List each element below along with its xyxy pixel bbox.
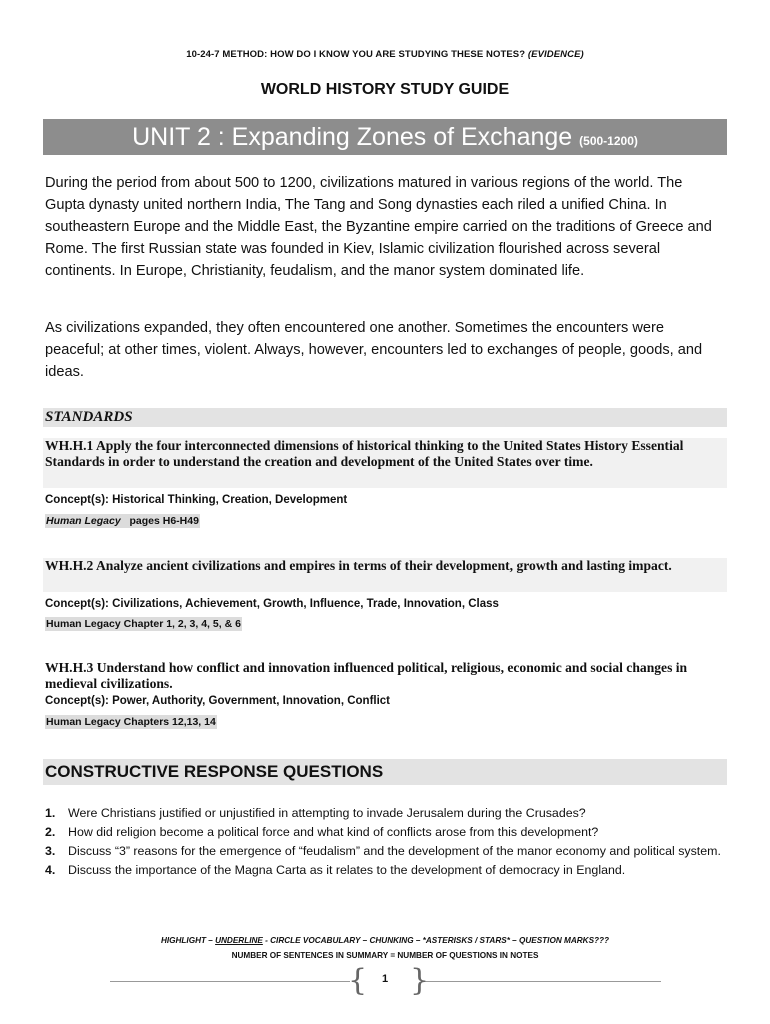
- page-number: 1: [381, 973, 389, 985]
- standard-wh-h2-concepts: Concept(s): Civilizations, Achievement, Growth, Influence, Trade, Innovation, Class: [45, 598, 499, 610]
- question-number: 3.: [45, 844, 56, 858]
- question-number: 4.: [45, 863, 56, 877]
- standard-wh-h1-concepts: Concept(s): Historical Thinking, Creation, Development: [45, 494, 348, 506]
- reference-book-title: Human Legacy: [46, 515, 121, 527]
- standard-wh-h1-reference: [45, 514, 200, 528]
- standard-wh-h2-title: WH.H.2 Analyze ancient civilizations and empires in terms of their development, growth and lasting impact.: [43, 558, 727, 592]
- unit-banner: [43, 119, 727, 155]
- question-text: Discuss “3” reasons for the emergence of “feudalism” and the development of the manor economy and political system.: [68, 844, 721, 858]
- list-item: [45, 804, 725, 823]
- footer-separator: –: [205, 936, 216, 945]
- reference-pages: pages H6-H49: [129, 515, 199, 527]
- method-note: [0, 49, 770, 60]
- footer-divider-right: [421, 981, 661, 982]
- footer-summary-rule: NUMBER OF SENTENCES IN SUMMARY = NUMBER OF QUESTIONS IN NOTES: [231, 951, 539, 960]
- intro-paragraph-2: As civilizations expanded, they often encountered one another. Sometimes the encounters were peaceful; at other times, violent. Always, however, encounters led to exchanges of people, goods, and ideas.: [45, 320, 703, 380]
- footer-methods-rest: - CIRCLE VOCABULARY – CHUNKING – *ASTERISKS / STARS* – QUESTION MARKS???: [262, 936, 610, 945]
- crq-heading: CONSTRUCTIVE RESPONSE QUESTIONS: [43, 759, 727, 785]
- method-note-evidence: (EVIDENCE): [527, 49, 584, 60]
- left-brace-icon: {: [348, 963, 368, 998]
- footer-underline: UNDERLINE: [215, 936, 263, 945]
- standard-wh-h1-title: WH.H.1 Apply the four interconnected dimensions of historical thinking to the United States History Essential Standards in order to understand the creation and development of the United States over time.: [43, 438, 727, 488]
- guide-title: WORLD HISTORY STUDY GUIDE: [260, 81, 510, 98]
- standard-wh-h2-reference: Human Legacy Chapter 1, 2, 3, 4, 5, & 6: [46, 618, 241, 630]
- standards-heading: STANDARDS: [43, 408, 727, 427]
- footer-study-methods: [0, 936, 770, 945]
- crq-question-list: [45, 804, 725, 880]
- list-item: [45, 823, 725, 842]
- list-item: [45, 861, 725, 880]
- standard-wh-h3-reference: Human Legacy Chapters 12,13, 14: [46, 716, 216, 728]
- right-brace-icon: }: [410, 963, 430, 998]
- standard-wh-h3-concepts: Concept(s): Power, Authority, Government, Innovation, Conflict: [45, 695, 391, 707]
- question-number: 2.: [45, 825, 56, 839]
- unit-title: UNIT 2 : Expanding Zones of Exchange: [132, 123, 573, 151]
- footer-highlight: HIGHLIGHT: [160, 936, 206, 945]
- question-text: Were Christians justified or unjustified in attempting to invade Jerusalem during the Crusades?: [68, 806, 586, 820]
- question-number: 1.: [45, 806, 56, 820]
- footer-divider-left: [110, 981, 350, 982]
- question-text: Discuss the importance of the Magna Carta as it relates to the development of democracy in England.: [68, 863, 626, 877]
- standard-wh-h3-title: WH.H.3 Understand how conflict and innovation influenced political, religious, economic and social changes in medieval civilizations.: [45, 660, 688, 691]
- intro-paragraph-1: During the period from about 500 to 1200, civilizations matured in various regions of the world. The Gupta dynasty united northern India, The Tang and Song dynasties each riled a unified China. In southeastern Europe and the Middle East, the Byzantine empire carried on the traditions of Greece and Rome. The first Russian state was founded in Kiev, Islamic civilization flourished across several continents. In Europe, Christianity, feudalism, and the manor system dominated life.: [45, 175, 712, 279]
- list-item: [45, 842, 725, 861]
- question-text: How did religion become a political force and what kind of conflicts arose from this development?: [68, 825, 599, 839]
- unit-dates: (500-1200): [579, 134, 638, 148]
- method-note-text: 10-24-7 METHOD: HOW DO I KNOW YOU ARE STUDYING THESE NOTES?: [186, 49, 526, 60]
